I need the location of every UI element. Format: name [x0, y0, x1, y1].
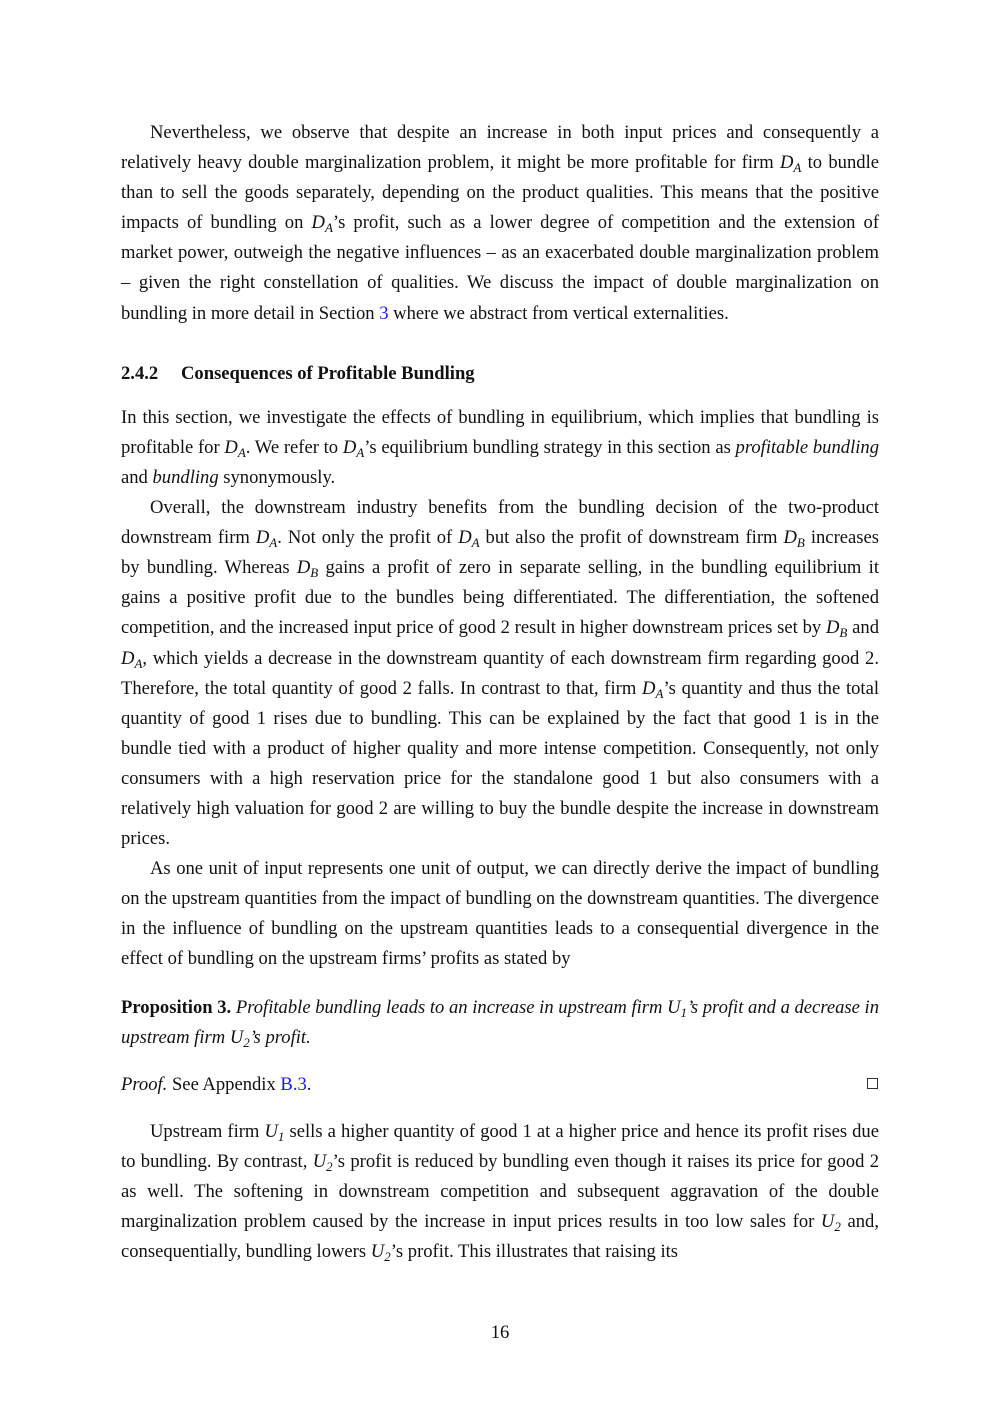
math-DA: $D_A$: [224, 436, 246, 460]
math-DA: $D_A$: [458, 527, 480, 551]
emphasis-text: bundling: [152, 466, 219, 488]
math-DA: $D_A$: [642, 677, 664, 701]
math-DB: $D_B$: [825, 617, 848, 641]
math-DB: $D_B$: [296, 557, 319, 581]
emphasis-text: profitable bundling: [735, 436, 879, 458]
subsection-heading: [121, 359, 879, 389]
math-U2: $U_2$: [229, 1026, 250, 1050]
paper-page: [121, 118, 879, 1267]
paragraph-section-intro: In this section, we investigate the effects of bundling in equilibrium, which implies that bundling is profitable for $D_A$. We refer to $D_A’s$ equilibrium bundling strategy in this section as profitable bundling and bundling synonymously.: [121, 406, 879, 488]
qed-symbol: [867, 1078, 878, 1089]
math-DA: $D_A$: [255, 527, 278, 551]
math-U2: $U_2$: [312, 1150, 333, 1174]
math-U2: $U_2$: [370, 1241, 391, 1265]
subsection-number: 2.4.2: [121, 362, 159, 384]
proposition-label: Proposition 3.: [121, 996, 232, 1018]
section-link[interactable]: 3: [379, 302, 389, 324]
math-DA: $D_A$: [311, 212, 333, 236]
paragraph-conclusion: Upstream firm $U_1$ sells a higher quantity of good 1 at a higher price and hence its profit rises due to bundling. By contrast, $U_2’s$ profit is reduced by bundling even though it raises its price for good 2 as well. The softening in downstream competition and subsequent aggravation of the double marginalization problem caused by the increase in input prices results in too low sales for $U_2$ and, consequentially, bundling lowers $U_2’s$ profit. This illustrates that raising its: [121, 1120, 879, 1265]
math-U1: $U_1$: [264, 1120, 285, 1144]
math-DA: $D_A$: [779, 152, 802, 175]
paragraph-upstream: As one unit of input represents one unit of output, we can directly derive the impact of bundling on the upstream quantities from the impact of bundling on the downstream quantities. The divergence in the influence of bundling on the upstream quantities leads to a consequential divergence in the effect of bundling on the upstream firms’ profits as stated by: [121, 858, 879, 970]
proof-label: Proof.: [121, 1073, 168, 1095]
math-DA: $D_A$: [342, 436, 365, 460]
math-U1: $U_1$: [667, 996, 688, 1020]
appendix-link[interactable]: B.3: [280, 1073, 307, 1095]
page-number: 16: [490, 1322, 510, 1343]
proposition-3: Proposition 3. Profitable bundling leads to an increase in upstream firm $U_1’s$ profit and a decrease in upstream firm $U_2’s$ profit.: [121, 996, 880, 1050]
paragraph-intro: Nevertheless, we observe that despite an increase in both input prices and consequently a relatively heavy double marginalization problem, it might be more profitable for firm $D_A$ to bundle than to sell the goods separately, depending on the product qualities. This means that the positive impacts of bundling on $D_A’s$ profit, such as a lower degree of competition and the extension of market power, outweigh the negative influences – as an exacerbated double marginalization problem – given the right constellation of qualities. We discuss the impact of double marginalization on bundling in more detail in Section 3 where we abstract from vertical externalities.: [121, 122, 880, 324]
math-U2: $U_2$: [820, 1211, 841, 1234]
subsection-title: Consequences of Profitable Bundling: [181, 362, 475, 384]
paragraph-downstream: Overall, the downstream industry benefits from the bundling decision of the two-product downstream firm $D_A$. Not only the profit of $D_A$ but also the profit of downstream firm $D_B$ increases by bundling. Whereas $D_B$ gains a profit of zero in separate selling, in the bundling equilibrium it gains a positive profit due to the bundles being differentiated. The differentiation, the softened competition, and the increased input price of good 2 result in higher downstream prices set by $D_B$ and $D_A$, which yields a decrease in the downstream quantity of each downstream firm regarding good 2. Therefore, the total quantity of good 2 falls. In contrast to that, firm $D_A’s$ quantity and thus the total quantity of good 1 rises due to bundling. This can be explained by the fact that good 1 is in the bundle tied with a product of higher quality and more intense competition. Consequently, not only consumers with a high reservation price for the standalone good 1 but also consumers with a relatively high valuation for good 2 are willing to buy the bundle despite the increase in downstream prices.: [121, 497, 880, 850]
proof: Proof. See Appendix B.3.: [121, 1070, 879, 1100]
math-DA: $D_A$: [121, 647, 143, 671]
math-DB: $D_B$: [783, 527, 805, 551]
